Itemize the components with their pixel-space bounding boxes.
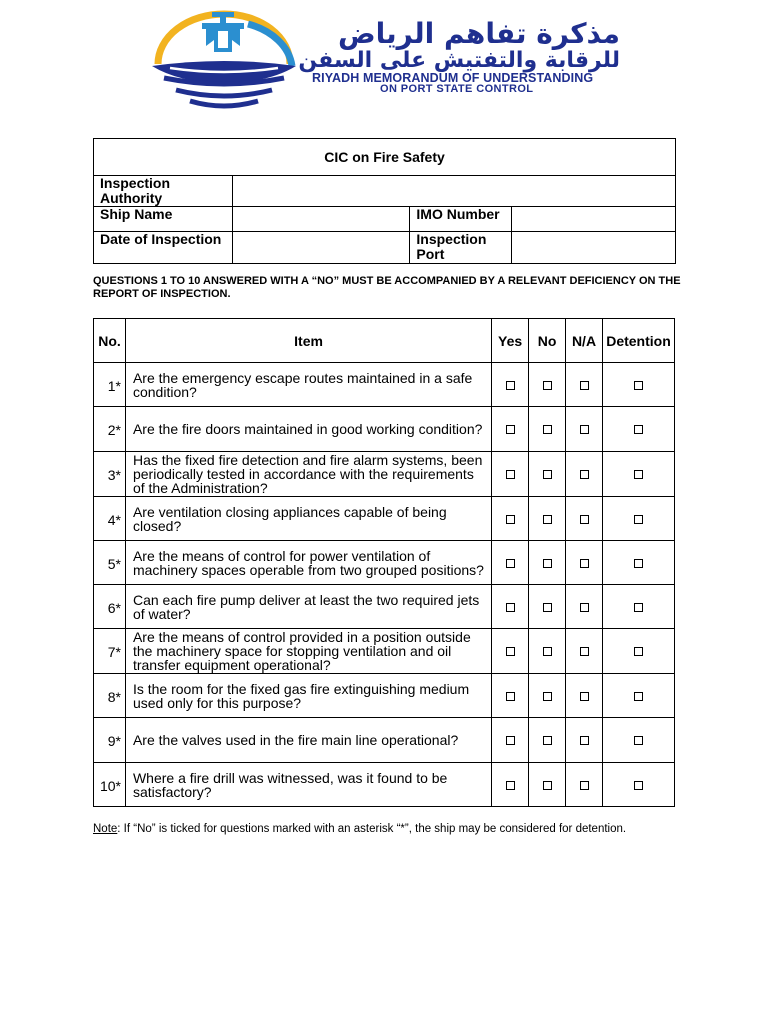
detention-checkbox[interactable]: [634, 781, 643, 790]
yes-checkbox[interactable]: [506, 603, 515, 612]
riyadh-mou-logo: [150, 10, 298, 114]
question-number: 7*: [94, 629, 126, 674]
table-row: [94, 763, 675, 807]
no-checkbox[interactable]: [543, 425, 552, 434]
cell-na: [566, 452, 603, 497]
cell-detention: [602, 497, 674, 541]
cell-na: [566, 541, 603, 585]
cell-yes: [492, 585, 529, 629]
no-checkbox[interactable]: [543, 692, 552, 701]
na-checkbox[interactable]: [580, 515, 589, 524]
question-number: 10*: [94, 763, 126, 807]
cell-detention: [602, 718, 674, 763]
question-number: 3*: [94, 452, 126, 497]
form-title: CIC on Fire Safety: [94, 139, 676, 176]
header-yes: Yes: [492, 319, 529, 363]
header-na: N/A: [566, 319, 603, 363]
table-row: [94, 363, 675, 407]
yes-checkbox[interactable]: [506, 692, 515, 701]
yes-checkbox[interactable]: [506, 515, 515, 524]
question-text: Is the room for the fixed gas fire extinguishing medium used only for this purpose?: [125, 674, 491, 718]
detention-checkbox[interactable]: [634, 559, 643, 568]
cell-detention: [602, 763, 674, 807]
na-checkbox[interactable]: [580, 559, 589, 568]
inspection-authority-field[interactable]: [232, 176, 675, 207]
detention-checkbox[interactable]: [634, 470, 643, 479]
cell-detention: [602, 407, 674, 452]
table-row: [94, 674, 675, 718]
no-checkbox[interactable]: [543, 647, 552, 656]
detention-checkbox[interactable]: [634, 515, 643, 524]
na-checkbox[interactable]: [580, 381, 589, 390]
question-text: Are the emergency escape routes maintained in a safe condition?: [125, 363, 491, 407]
cell-no: [529, 585, 566, 629]
question-number: 6*: [94, 585, 126, 629]
cell-no: [529, 497, 566, 541]
ship-name-field[interactable]: [232, 207, 410, 232]
no-checkbox[interactable]: [543, 736, 552, 745]
cell-no: [529, 363, 566, 407]
header-item: Item: [125, 319, 491, 363]
cell-detention: [602, 541, 674, 585]
date-of-inspection-field[interactable]: [232, 232, 410, 264]
yes-checkbox[interactable]: [506, 559, 515, 568]
ship-name-label: Ship Name: [94, 207, 233, 232]
cell-na: [566, 629, 603, 674]
table-row: [94, 541, 675, 585]
cell-detention: [602, 363, 674, 407]
detention-checkbox[interactable]: [634, 692, 643, 701]
question-number: 8*: [94, 674, 126, 718]
cell-no: [529, 629, 566, 674]
cell-no: [529, 407, 566, 452]
inspection-port-label: Inspection Port: [410, 232, 512, 264]
na-checkbox[interactable]: [580, 470, 589, 479]
yes-checkbox[interactable]: [506, 425, 515, 434]
question-text: Where a fire drill was witnessed, was it found to be satisfactory?: [125, 763, 491, 807]
cell-detention: [602, 674, 674, 718]
question-text: Are ventilation closing appliances capable of being closed?: [125, 497, 491, 541]
cell-yes: [492, 407, 529, 452]
question-number: 5*: [94, 541, 126, 585]
detention-checkbox[interactable]: [634, 647, 643, 656]
yes-checkbox[interactable]: [506, 470, 515, 479]
question-text: Can each fire pump deliver at least the two required jets of water?: [125, 585, 491, 629]
cell-na: [566, 674, 603, 718]
header-no: No.: [94, 319, 126, 363]
question-number: 4*: [94, 497, 126, 541]
cell-detention: [602, 629, 674, 674]
yes-checkbox[interactable]: [506, 781, 515, 790]
table-row: [94, 629, 675, 674]
no-checkbox[interactable]: [543, 515, 552, 524]
inspection-info-table: [93, 138, 676, 264]
no-checkbox[interactable]: [543, 470, 552, 479]
cell-na: [566, 363, 603, 407]
inspection-port-field[interactable]: [512, 232, 676, 264]
header-detention: Detention: [602, 319, 674, 363]
cell-detention: [602, 452, 674, 497]
cell-yes: [492, 541, 529, 585]
cell-no: [529, 763, 566, 807]
cell-yes: [492, 629, 529, 674]
question-text: Has the fixed fire detection and fire alarm systems, been periodically tested in accordance with the requirements of the Administration?: [125, 452, 491, 497]
date-of-inspection-label: Date of Inspection: [94, 232, 233, 264]
question-text: Are the means of control provided in a position outside the machinery space for stopping ventilation and oil transfer equipment operational?: [125, 629, 491, 674]
deficiency-notice: QUESTIONS 1 TO 10 ANSWERED WITH A “NO” MUST BE ACCOMPANIED BY A RELEVANT DEFICIENCY ON THE REPORT OF INSPECTION.: [93, 275, 681, 300]
cell-na: [566, 585, 603, 629]
na-checkbox[interactable]: [580, 736, 589, 745]
question-text: Are the valves used in the fire main line operational?: [125, 718, 491, 763]
cell-no: [529, 718, 566, 763]
detention-checkbox[interactable]: [634, 603, 643, 612]
cell-yes: [492, 497, 529, 541]
yes-checkbox[interactable]: [506, 736, 515, 745]
note-label: Note: [93, 823, 118, 835]
table-row: [94, 407, 675, 452]
question-text: Are the means of control for power ventilation of machinery spaces operable from two grouped positions?: [125, 541, 491, 585]
imo-number-label: IMO Number: [410, 207, 512, 232]
header-no-answer: No: [529, 319, 566, 363]
cell-yes: [492, 718, 529, 763]
cell-yes: [492, 763, 529, 807]
arabic-title-line2: للرقابة والتفتيش على السفن: [298, 48, 620, 73]
note-text: : If “No” is ticked for questions marked with an asterisk “*”, the ship may be considered for detention.: [117, 823, 627, 835]
cell-detention: [602, 585, 674, 629]
inspection-authority-label: Inspection Authority: [94, 176, 233, 207]
question-number: 2*: [94, 407, 126, 452]
question-number: 9*: [94, 718, 126, 763]
na-checkbox[interactable]: [580, 603, 589, 612]
english-title-line1: RIYADH MEMORANDUM OF UNDERSTANDING: [312, 71, 594, 85]
cell-no: [529, 452, 566, 497]
arabic-title-line1: مذكرة تفاهم الرياض: [337, 17, 620, 50]
yes-checkbox[interactable]: [506, 381, 515, 390]
cell-yes: [492, 452, 529, 497]
cell-na: [566, 763, 603, 807]
cell-no: [529, 674, 566, 718]
no-checkbox[interactable]: [543, 603, 552, 612]
question-text: Are the fire doors maintained in good working condition?: [125, 407, 491, 452]
cell-na: [566, 497, 603, 541]
table-row: [94, 497, 675, 541]
no-checkbox[interactable]: [543, 559, 552, 568]
english-title-line2: ON PORT STATE CONTROL: [380, 83, 534, 95]
table-row: [94, 718, 675, 763]
na-checkbox[interactable]: [580, 425, 589, 434]
yes-checkbox[interactable]: [506, 647, 515, 656]
detention-checkbox[interactable]: [634, 425, 643, 434]
cell-yes: [492, 363, 529, 407]
cell-yes: [492, 674, 529, 718]
no-checkbox[interactable]: [543, 781, 552, 790]
footnote: [93, 823, 626, 835]
detention-checkbox[interactable]: [634, 381, 643, 390]
cell-no: [529, 541, 566, 585]
table-row: [94, 585, 675, 629]
cell-na: [566, 718, 603, 763]
cell-na: [566, 407, 603, 452]
na-checkbox[interactable]: [580, 781, 589, 790]
na-checkbox[interactable]: [580, 647, 589, 656]
na-checkbox[interactable]: [580, 692, 589, 701]
checklist-table: [93, 318, 675, 807]
imo-number-field[interactable]: [512, 207, 676, 232]
question-number: 1*: [94, 363, 126, 407]
table-row: [94, 452, 675, 497]
detention-checkbox[interactable]: [634, 736, 643, 745]
no-checkbox[interactable]: [543, 381, 552, 390]
